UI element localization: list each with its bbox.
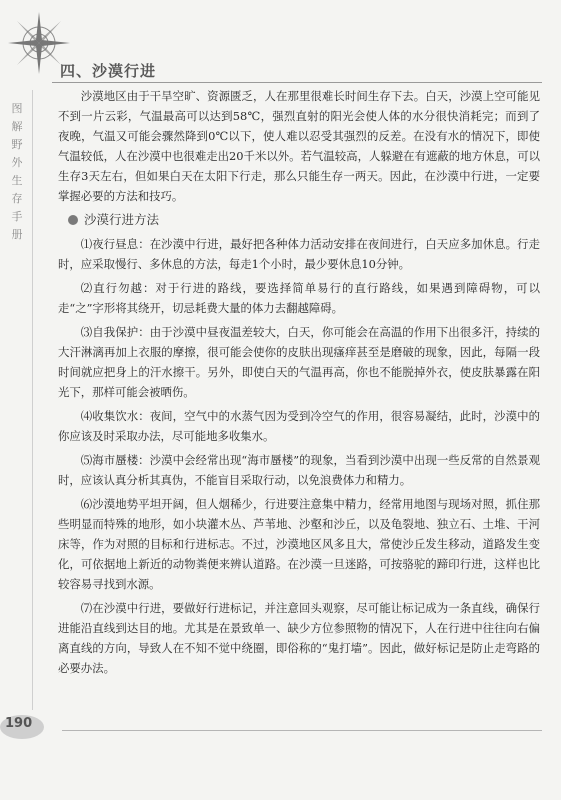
subheading [68, 210, 540, 230]
book-title-vertical: 图解野外生存手册 [11, 102, 23, 241]
subheading-text: 沙漠行进方法 [84, 212, 160, 227]
method-item: ⑷收集饮水：夜间，空气中的水蒸气因为受到冷空气的作用，很容易凝结，此时，沙漠中的你应该及时采取办法，尽可能地多收集水。 [58, 409, 540, 443]
method-item: ⑹沙漠地势平坦开阔，但人烟稀少，行进要注意集中精力，经常用地图与现场对照，抓住那些明显而特殊的地形，如小块灌木丛、芦苇地、沙壑和沙丘，以及龟裂地、独立石、土堆、干河床等，作为对照的目标和行进标志。不过，沙漠地区风多且大，常使沙丘发生移动，道路发生变化，可依据地上新近的动物粪便来辨认道路。在沙漠一旦迷路，可按骆驼的蹄印行进，这样也比较容易寻找到水源。 [58, 497, 540, 591]
page-content [58, 86, 540, 682]
method-item: ⑸海市蜃楼：沙漠中会经常出现“海市蜃楼”的现象，当看到沙漠中出现一些反常的自然景观时，应该认真分析其真伪，不能盲目采取行动，以免浪费体力和精力。 [58, 453, 540, 487]
side-divider [32, 90, 33, 710]
footer-rule [62, 730, 542, 731]
bullet-dot-icon [68, 215, 78, 225]
method-item: ⑺在沙漠中行进，要做好行进标记，并注意回头观察，尽可能让标记成为一条直线，确保行进能沿直线到达目的地。尤其是在景致单一、缺少方位参照物的情况下，人在行进中往往向右偏离直线的方向，导致人在不知不觉中绕圈，即俗称的“鬼打墙”。因此，做好标记是防止走弯路的必要办法。 [58, 601, 540, 675]
section-title: 四、沙漠行进 [60, 62, 157, 80]
method-item: ⑶自我保护：由于沙漠中昼夜温差较大，白天，你可能会在高温的作用下出很多汗，持续的大汗淋漓再加上衣服的摩擦，很可能会使你的皮肤出现瘙痒甚至是磨破的现象，因此，每隔一段时间就应把身上的汗水擦干。另外，即使白天的气温再高，你也不能脱掉外衣，使皮肤暴露在阳光下，那样可能会被晒伤。 [58, 325, 540, 399]
method-item: ⑵直行勿越：对于行进的路线，要选择简单易行的直行路线，如果遇到障碍物，可以走“之”字形将其绕开，切忌耗费大量的体力去翻越障碍。 [58, 281, 540, 315]
intro-paragraph: 沙漠地区由于干旱空旷、资源匮乏，人在那里很难长时间生存下去。白天，沙漠上空可能见不到一片云彩，气温最高可以达到58℃，强烈直射的阳光会使人体的水分很快消耗完；而到了夜晚，气温又可能会骤然降到0℃以下，使人难以忍受其强烈的反差。在没有水的情况下，即使气温较低，人在沙漠中也很难走出20千米以外。若气温较高，人躲避在有遮蔽的地方休息，可以生存3天左右，但如果白天在太阳下行走，那么只能生存一两天。因此，在沙漠中行进，一定要掌握必要的方法和技巧。 [58, 89, 540, 203]
method-item: ⑴夜行昼息：在沙漠中行进，最好把各种体力活动安排在夜间进行，白天应多加休息。行走时，应采取慢行、多休息的方法，每走1个小时，最少要休息10分钟。 [58, 237, 540, 271]
page-number: 190 [5, 716, 33, 731]
page-footer [0, 712, 561, 752]
